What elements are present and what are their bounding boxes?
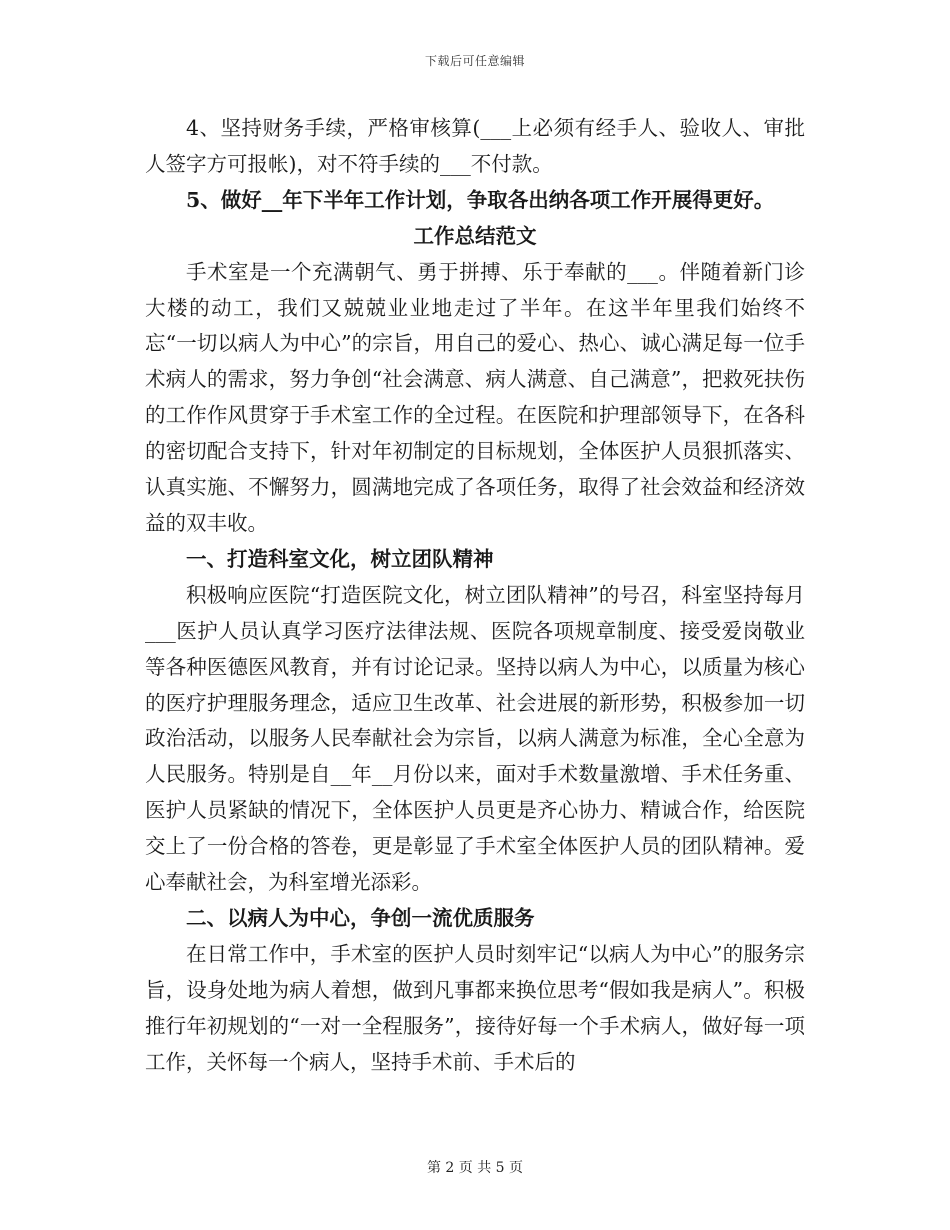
intro-paragraph: 手术室是一个充满朝气、勇于拼搏、乐于奉献的___。伴随着新门诊大楼的动工，我们又兢兢业业地走过了半年。在这半年里我们始终不忘“一切以病人为中心”的宗旨，用自己的爱心、热心、诚心满足每一位手术病人的需求，努力争创“社会满意、病人满意、自己满意”，把救死扶伤的工作作风贯穿于手术室工作的全过程。在医院和护理部领导下，在各科的密切配合支持下，针对年初制定的目标规划，全体医护人员狠抓落实、认真实施、不懈努力，圆满地完成了各项任务，取得了社会效益和经济效益的双丰收。 xyxy=(145,259,805,535)
item-5-paragraph: 5、做好__年下半年工作计划，争取各出纳各项工作开展得更好。 xyxy=(186,187,775,212)
section-title: 工作总结范文 xyxy=(413,223,537,248)
item-4-paragraph: 4、坚持财务手续，严格审核算(___上必须有经手人、验收人、审批人签字方可报帐)，对不符手续的___不付款。 xyxy=(145,116,805,176)
document-body xyxy=(145,111,805,1080)
page-footer-number: 第 2 页 共 5 页 xyxy=(426,1160,524,1176)
paragraph-2: 在日常工作中，手术室的医护人员时刻牢记“以病人为中心”的服务宗旨，设身处地为病人着想，做到凡事都来换位思考“假如我是病人”。积极推行年初规划的“一对一全程服务”，接待好每一个手术病人，做好每一项工作，关怀每一个病人，坚持手术前、手术后的 xyxy=(145,941,805,1074)
heading-2: 二、以病人为中心，争创一流优质服务 xyxy=(186,905,535,930)
page-header-note: 下载后可任意编辑 xyxy=(424,54,525,68)
heading-1: 一、打造科室文化，树立团队精神 xyxy=(186,546,494,571)
paragraph-1: 积极响应医院“打造医院文化，树立团队精神”的号召，科室坚持每月___医护人员认真学习医疗法律法规、医院各项规章制度、接受爱岗敬业等各种医德医风教育，并有讨论记录。坚持以病人为中心，以质量为核心的医疗护理服务理念，适应卫生改革、社会进展的新形势，积极参加一切政治活动，以服务人民奉献社会为宗旨，以病人满意为标准，全心全意为人民服务。特别是自__年__月份以来，面对手术数量激增、手术任务重、医护人员紧缺的情况下，全体医护人员更是齐心协力、精诚合作，给医院交上了一份合格的答卷，更是彰显了手术室全体医护人员的团队精神。爱心奉献社会，为科室增光添彩。 xyxy=(145,582,805,895)
